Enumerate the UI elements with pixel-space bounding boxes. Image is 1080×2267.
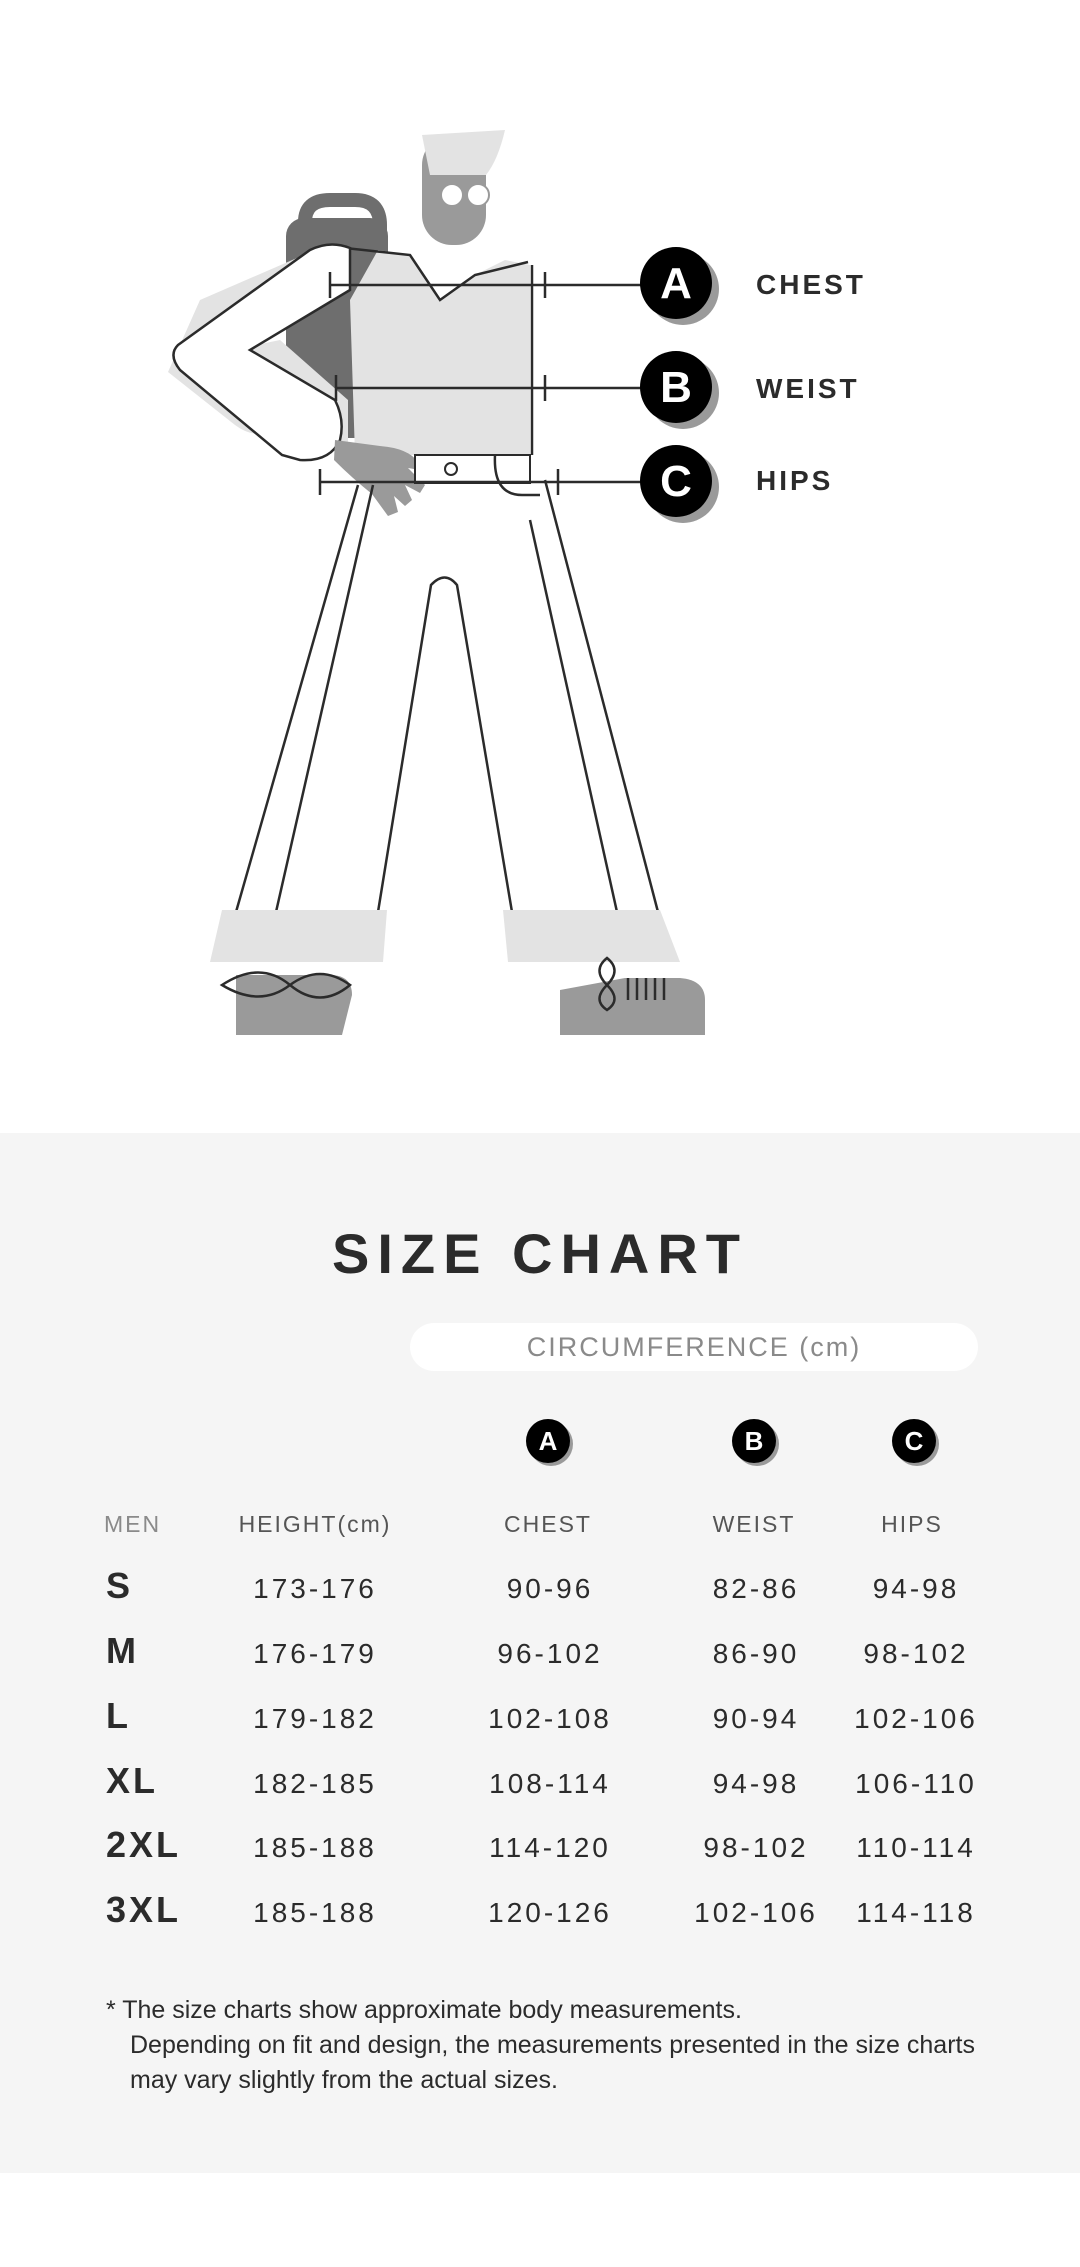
size-label: 3XL [106, 1889, 182, 1930]
header-chest: CHEST [504, 1511, 592, 1537]
footnote-line-2: Depending on fit and design, the measurements presented in the size charts [130, 2031, 975, 2059]
callout-label-hips: HIPS [756, 465, 834, 496]
header-height: HEIGHT(cm) [238, 1511, 392, 1537]
callout-label-chest: CHEST [756, 269, 866, 300]
hips-cell: 110-114 [856, 1832, 976, 1863]
hips-cell: 102-106 [854, 1703, 978, 1734]
left-shoe [236, 975, 352, 1035]
hair-shape [422, 130, 505, 175]
chest-cell: 90-96 [506, 1573, 594, 1604]
callout-badge-a [640, 247, 719, 325]
size-label: M [106, 1630, 139, 1671]
measurement-illustration [0, 0, 1080, 1133]
figure-illustration [0, 0, 1080, 1133]
weist-cell: 82-86 [712, 1573, 800, 1604]
callout-label-weist: WEIST [756, 373, 860, 404]
right-shoe [560, 978, 705, 1035]
badge-c-icon [890, 1416, 940, 1466]
weist-cell: 86-90 [712, 1638, 800, 1669]
header-hips: HIPS [881, 1511, 943, 1537]
hips-cell: 94-98 [872, 1573, 960, 1604]
chest-cell: 120-126 [488, 1897, 612, 1928]
size-label: 2XL [106, 1824, 182, 1865]
svg-text:C: C [904, 1426, 924, 1456]
height-cell: 179-182 [253, 1703, 377, 1734]
glasses-left [441, 184, 463, 206]
weist-cell: 90-94 [712, 1703, 800, 1734]
size-chart-section [0, 1133, 1080, 2173]
size-label: XL [106, 1760, 159, 1801]
height-cell: 173-176 [253, 1573, 377, 1604]
callout-badge-c [640, 445, 719, 523]
callout-letter-b: B [660, 363, 692, 412]
footnote-line-3: may vary slightly from the actual sizes. [130, 2066, 558, 2094]
callout-letter-a: A [660, 259, 692, 308]
badge-a-icon [524, 1416, 574, 1466]
hips-cell: 98-102 [863, 1638, 969, 1669]
header-weist: WEIST [712, 1511, 796, 1537]
footnote [106, 1993, 1006, 2098]
size-label: L [106, 1695, 131, 1736]
hips-cell: 114-118 [856, 1897, 976, 1928]
chest-cell: 96-102 [497, 1638, 603, 1669]
weist-cell: 102-106 [694, 1897, 818, 1928]
callout-letter-c: C [660, 457, 692, 506]
right-cuff [503, 910, 680, 962]
callout-badge-b [640, 351, 719, 429]
header-men: MEN [104, 1511, 162, 1537]
height-cell: 185-188 [253, 1832, 377, 1863]
chest-cell: 108-114 [489, 1768, 611, 1799]
chest-cell: 114-120 [489, 1832, 611, 1863]
height-cell: 182-185 [253, 1768, 377, 1799]
size-label: S [106, 1565, 134, 1606]
sweater-shape [350, 250, 530, 455]
height-cell: 185-188 [253, 1897, 377, 1928]
weist-cell: 98-102 [703, 1832, 809, 1863]
size-chart-title: SIZE CHART [332, 1222, 748, 1285]
left-cuff [210, 910, 387, 962]
glasses-right [467, 184, 489, 206]
height-cell: 176-179 [253, 1638, 377, 1669]
footnote-line-1: * The size charts show approximate body measurements. [106, 1996, 742, 2024]
svg-text:B: B [744, 1426, 764, 1456]
badge-b-icon [730, 1416, 780, 1466]
svg-text:A: A [538, 1426, 558, 1456]
chest-cell: 102-108 [488, 1703, 612, 1734]
circumference-label: CIRCUMFERENCE (cm) [410, 1323, 978, 1371]
hips-cell: 106-110 [855, 1768, 977, 1799]
weist-cell: 94-98 [712, 1768, 800, 1799]
